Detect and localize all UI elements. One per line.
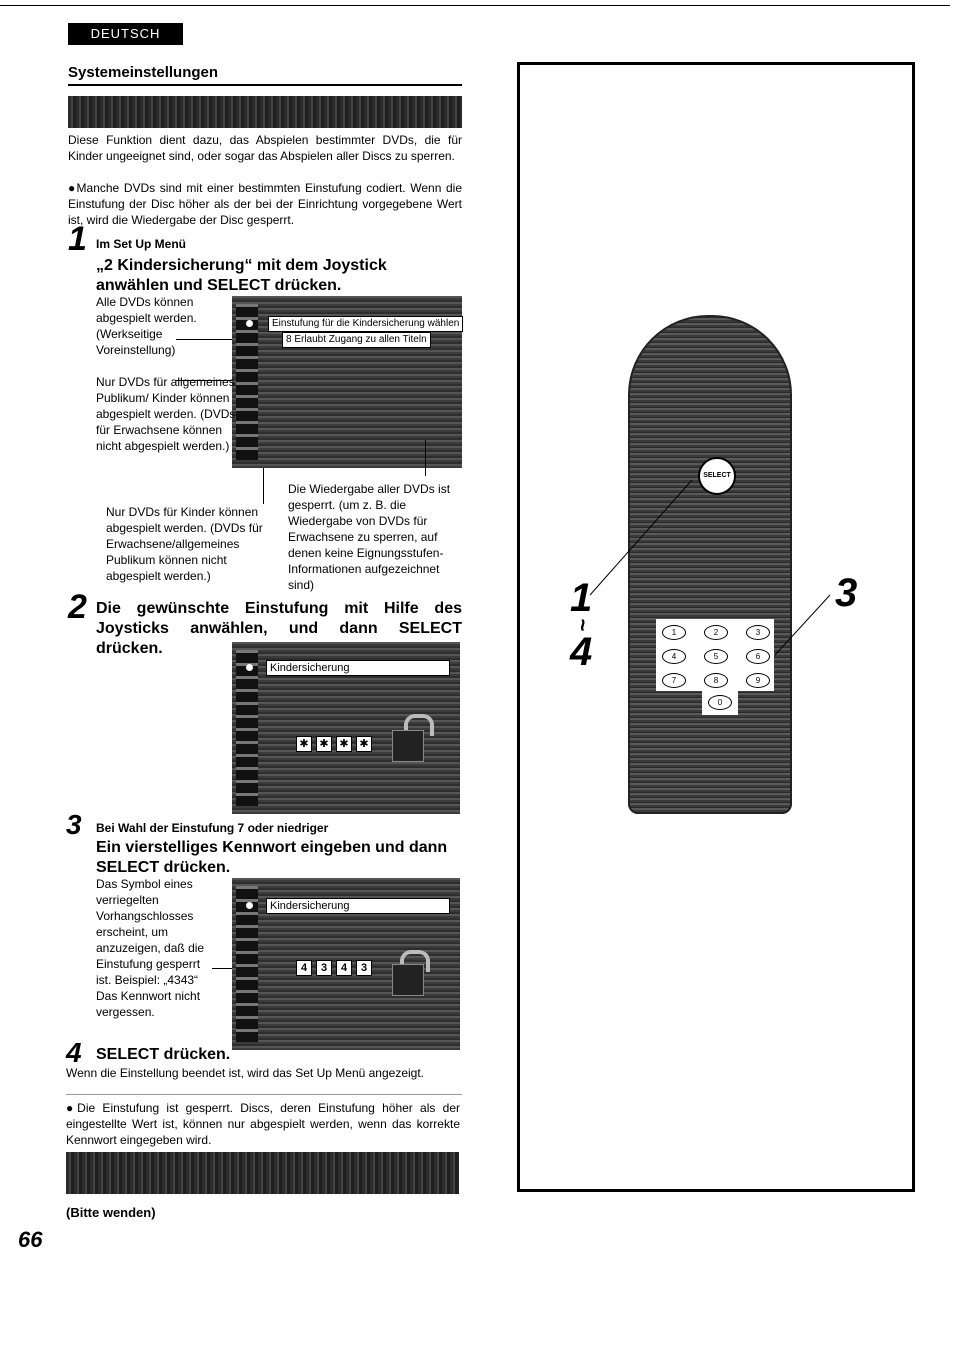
select-button[interactable]: SELECT (698, 457, 736, 495)
step1-note-b: Nur DVDs für allgemeines Publikum/ Kinder können abgespielt werden. (DVDs für Erwachsene können nicht abgespielt werden.) (96, 375, 236, 453)
menu-dot (246, 902, 253, 909)
step3-note: Das Symbol eines verriegelten Vorhangschlosses erscheint, um anzuzeigen, daß die Einstufung gesperrt ist. Beispiel: „4343“ Das Kennwort nicht vergessen. (96, 877, 205, 1019)
screen-option[interactable]: 8 Erlaubt Zugang zu allen Titeln (282, 332, 431, 348)
step1-note-d: Die Wiedergabe aller DVDs ist gesperrt. (um z. B. die Wiedergabe von DVDs für Erwachsene zu sperren, auf denen keine Eignungsstufen-Informationen aufgezeichnet sind) (288, 482, 451, 592)
key-9[interactable]: 9 (746, 673, 770, 688)
bottom-banner (66, 1152, 459, 1194)
padlock-body-icon (392, 964, 424, 996)
key-6[interactable]: 6 (746, 649, 770, 664)
step1-note-c: Nur DVDs für Kinder können abgespielt werden. (DVDs für Erwachsene/allgemeines Publikum können nicht abgespielt werden.) (106, 505, 263, 583)
step4-heading: SELECT drücken. (96, 1046, 231, 1063)
step1-number: 1 (68, 220, 87, 258)
intro-paragraph: Diese Funktion dient dazu, das Abspielen bestimmter DVDs, die für Kinder ungeeignet sind, oder sogar das Abspielen aller Discs zu sperren. (68, 133, 462, 163)
menu-dot (246, 664, 253, 671)
step3-number: 3 (66, 809, 82, 840)
callout-range-mark: ~ (570, 618, 596, 632)
step3-screen (232, 878, 460, 1050)
leader-line (263, 468, 264, 504)
language-tag: DEUTSCH (68, 23, 183, 45)
menu-sidebar (236, 650, 258, 806)
screen-title: Kindersicherung (266, 660, 450, 676)
step2-heading: Die gewünschte Einstufung mit Hilfe des Joysticks anwählen, und dann SELECT drücken. (96, 600, 462, 657)
callout-lines (580, 470, 840, 660)
section-banner (68, 96, 462, 128)
key-3[interactable]: 3 (746, 625, 770, 640)
pin-digit: ✱ (316, 736, 332, 752)
callout-step-1: 1 (570, 576, 593, 620)
pin-digit: ✱ (356, 736, 372, 752)
callout-step-3: 3 (835, 571, 858, 615)
key-4[interactable]: 4 (662, 649, 686, 664)
pin-digit: 4 (336, 960, 352, 976)
screen-title: Kindersicherung (266, 898, 450, 914)
final-note: ●Die Einstufung ist gesperrt. Discs, deren Einstufung höher als der eingestellte Wert ist, können nur abgespielt werden, wenn das korrekte Kennwort eingegeben wird. (66, 1101, 460, 1147)
menu-sidebar (236, 304, 258, 460)
page-number: 66 (18, 1227, 43, 1252)
menu-dot (246, 320, 253, 327)
continue-note: (Bitte wenden) (66, 1205, 156, 1220)
screen-title: Einstufung für die Kindersicherung wählen (268, 316, 463, 332)
section-rule (68, 84, 462, 86)
key-7[interactable]: 7 (662, 673, 686, 688)
key-2[interactable]: 2 (704, 625, 728, 640)
step4-text: Wenn die Einstellung beendet ist, wird das Set Up Menü angezeigt. (66, 1066, 424, 1080)
menu-sidebar (236, 886, 258, 1042)
key-5[interactable]: 5 (704, 649, 728, 664)
key-1[interactable]: 1 (662, 625, 686, 640)
section-title: Systemeinstellungen (68, 64, 219, 81)
step2-screen (232, 642, 460, 814)
step2-number: 2 (68, 588, 87, 626)
top-rule (0, 5, 950, 6)
pin-digit: ✱ (296, 736, 312, 752)
padlock-body-icon (392, 730, 424, 762)
divider (66, 1094, 462, 1095)
key-0[interactable]: 0 (708, 695, 732, 710)
key-8[interactable]: 8 (704, 673, 728, 688)
keypad-zero-area (702, 691, 738, 715)
step4-number: 4 (66, 1037, 82, 1068)
step1-screen (232, 296, 462, 468)
leader-line (425, 440, 426, 476)
pin-digit: ✱ (336, 736, 352, 752)
step1-heading: „2 Kindersicherung“ mit dem Joystick anwählen und SELECT drücken. (96, 257, 387, 294)
step1-sub: Im Set Up Menü (96, 237, 187, 251)
callout-step-4: 4 (570, 630, 593, 674)
pin-digit: 3 (356, 960, 372, 976)
step3-sub: Bei Wahl der Einstufung 7 oder niedriger (96, 821, 329, 835)
step1-note-a: Alle DVDs können abgespielt werden. (Werkseitige Voreinstellung) (96, 295, 197, 357)
pin-digit: 3 (316, 960, 332, 976)
intro-bullet: ●Manche DVDs sind mit einer bestimmten Einstufung codiert. Wenn die Einstufung der Disc höher als der bei der Einrichtung vorgegebene Wert ist, wird die Wiedergabe der Disc gesperrt. (68, 181, 462, 227)
step3-heading: Ein vierstelliges Kennwort eingeben und dann SELECT drücken. (96, 839, 448, 876)
pin-digit: 4 (296, 960, 312, 976)
